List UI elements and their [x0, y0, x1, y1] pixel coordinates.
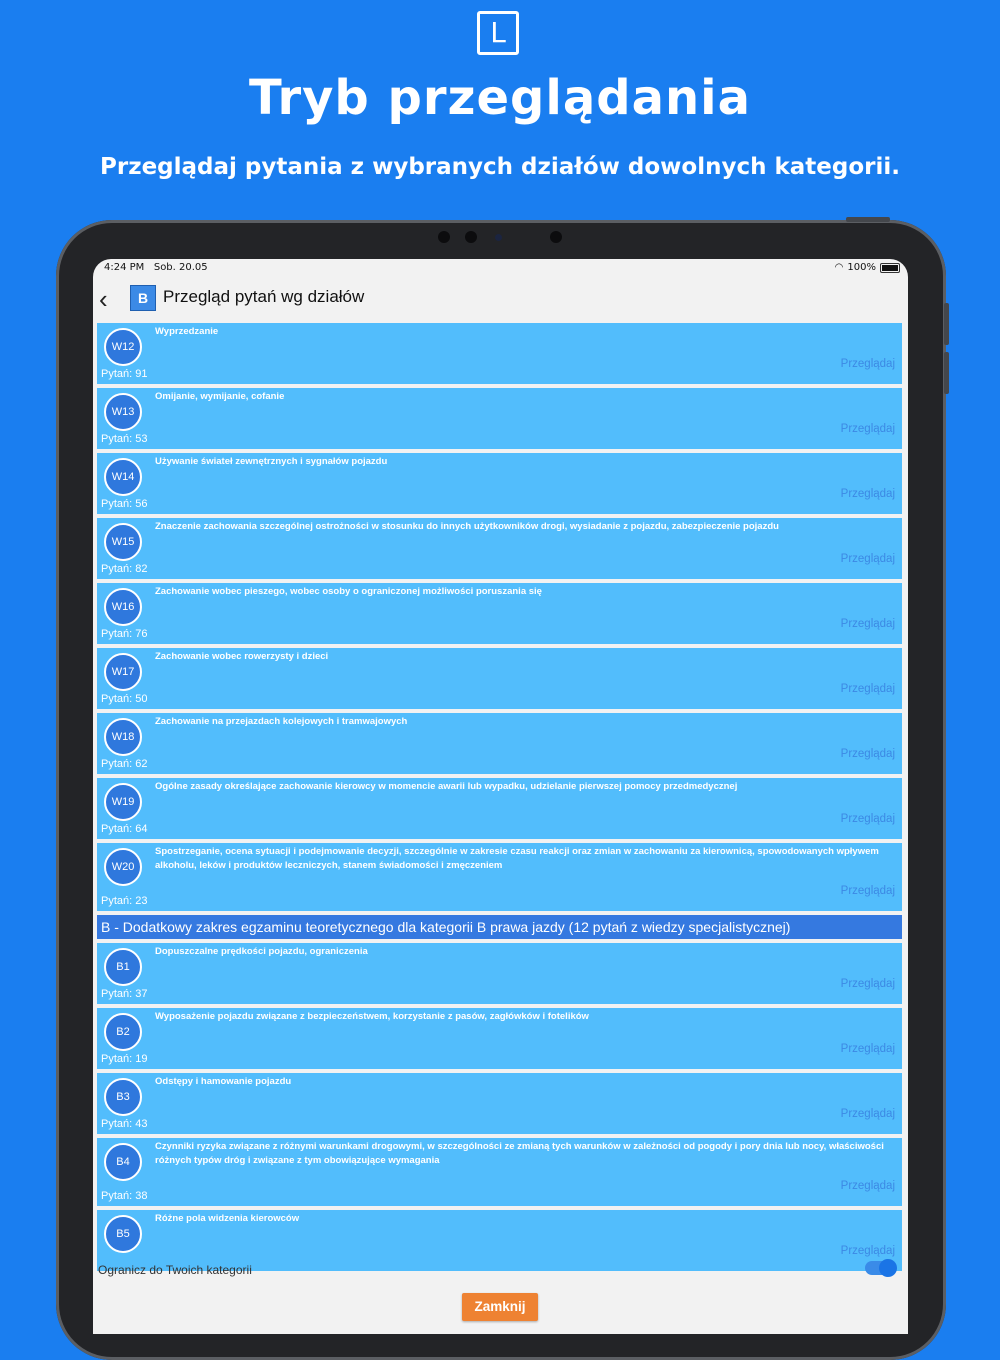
- list-item[interactable]: [97, 1008, 902, 1069]
- section-title: Zachowanie wobec pieszego, wobec osoby o ograniczonej możliwości poruszania się: [155, 586, 542, 597]
- list-item[interactable]: [97, 583, 902, 644]
- browse-button[interactable]: Przeglądaj: [840, 1043, 895, 1055]
- section-code-badge: B4: [104, 1143, 142, 1181]
- status-right: [835, 262, 900, 273]
- section-code-badge: B3: [104, 1078, 142, 1116]
- section-title: Dopuszczalne prędkości pojazdu, ograniczenia: [155, 946, 368, 957]
- section-code-badge: W18: [104, 718, 142, 756]
- question-count: Pytań: 56: [101, 498, 148, 510]
- section-title: Odstępy i hamowanie pojazdu: [155, 1076, 292, 1087]
- wifi-icon: ◠: [834, 262, 844, 273]
- limit-toggle[interactable]: [865, 1261, 895, 1275]
- section-code-badge: W12: [104, 328, 142, 366]
- list-item[interactable]: [97, 323, 902, 384]
- camera-dot: [465, 231, 477, 243]
- section-code-badge: B2: [104, 1013, 142, 1051]
- browse-button[interactable]: Przeglądaj: [840, 683, 895, 695]
- browse-button[interactable]: Przeglądaj: [840, 885, 895, 897]
- promo-headline: Tryb przeglądania: [249, 70, 751, 126]
- battery-percent: 100%: [847, 262, 876, 273]
- list-item[interactable]: [97, 778, 902, 839]
- section-code-badge: B1: [104, 948, 142, 986]
- question-count: Pytań: 19: [101, 1053, 148, 1065]
- question-count: Pytań: 76: [101, 628, 148, 640]
- question-count: Pytań: 50: [101, 693, 148, 705]
- section-title: Używanie świateł zewnętrznych i sygnałów pojazdu: [155, 456, 388, 467]
- battery-icon: [880, 263, 900, 273]
- browse-button[interactable]: Przeglądaj: [840, 978, 895, 990]
- app-screen: [93, 259, 908, 1334]
- browse-button[interactable]: Przeglądaj: [840, 618, 895, 630]
- status-bar: [93, 259, 908, 277]
- limit-label: Ogranicz do Twoich kategorii: [98, 1263, 252, 1277]
- chevron-left-icon[interactable]: ‹: [99, 284, 108, 314]
- question-count: Pytań: 62: [101, 758, 148, 770]
- section-code-badge: W14: [104, 458, 142, 496]
- camera-dot: [438, 231, 450, 243]
- volume-up-button: [944, 303, 949, 345]
- question-count: Pytań: 82: [101, 563, 148, 575]
- section-code-badge: W16: [104, 588, 142, 626]
- list-item[interactable]: [97, 843, 902, 911]
- section-title: Zachowanie na przejazdach kolejowych i tramwajowych: [155, 716, 408, 727]
- app-logo: L: [477, 11, 519, 55]
- list-item[interactable]: [97, 453, 902, 514]
- question-count: Pytań: 37: [101, 988, 148, 1000]
- list-item[interactable]: [97, 1138, 902, 1206]
- camera-dot: [550, 231, 562, 243]
- list-item[interactable]: [97, 943, 902, 1004]
- section-title: Zachowanie wobec rowerzysty i dzieci: [155, 651, 329, 662]
- list-item[interactable]: [97, 648, 902, 709]
- section-code-badge: B5: [104, 1215, 142, 1253]
- volume-down-button: [944, 352, 949, 394]
- list-item[interactable]: [97, 1073, 902, 1134]
- list-item[interactable]: [97, 388, 902, 449]
- browse-button[interactable]: Przeglądaj: [840, 813, 895, 825]
- section-title: Różne pola widzenia kierowców: [155, 1213, 300, 1224]
- section-title: Omijanie, wymijanie, cofanie: [155, 391, 285, 402]
- question-count: Pytań: 43: [101, 1118, 148, 1130]
- list-item[interactable]: [97, 1210, 902, 1271]
- browse-button[interactable]: Przeglądaj: [840, 1108, 895, 1120]
- question-count: Pytań: 91: [101, 368, 148, 380]
- promo-subline: Przeglądaj pytania z wybranych działów dowolnych kategorii.: [100, 154, 900, 180]
- toggle-knob: [879, 1259, 897, 1277]
- section-title: Ogólne zasady określające zachowanie kierowcy w momencie awarii lub wypadku, udzielanie pierwszej pomocy przedmedycznej: [155, 781, 738, 792]
- browse-button[interactable]: Przeglądaj: [840, 1180, 895, 1192]
- question-count: Pytań: 23: [101, 895, 148, 907]
- browse-button[interactable]: Przeglądaj: [840, 358, 895, 370]
- browse-button[interactable]: Przeglądaj: [840, 553, 895, 565]
- section-code-badge: W17: [104, 653, 142, 691]
- section-title: Znaczenie zachowania szczególnej ostrożności w stosunku do innych użytkowników drogi, wysiadanie z pojazdu, zabezpieczenie pojazdu: [155, 521, 779, 532]
- section-code-badge: W15: [104, 523, 142, 561]
- section-title: Spostrzeganie, ocena sytuacji i podejmowanie decyzji, szczególnie w zakresie czasu reakcji oraz zmian w zachowaniu za kierownicą, spowodowanych wpływem alkoholu, leków i produktów leczniczych, stanem świadomości i zmęczeniem: [155, 846, 879, 871]
- section-title: Czynniki ryzyka związane z różnymi warunkami drogowymi, w szczególności ze zmianą tych warunków w zależności od pogody i pory dnia lub nocy, właściwości różnych typów dróg i związane z tym obowiązujące wymagania: [155, 1141, 884, 1166]
- question-count: Pytań: 64: [101, 823, 148, 835]
- close-button[interactable]: Zamknij: [462, 1293, 538, 1321]
- browse-button[interactable]: Przeglądaj: [840, 1245, 895, 1257]
- question-count: Pytań: 53: [101, 433, 148, 445]
- category-section-header: B - Dodatkowy zakres egzaminu teoretycznego dla kategorii B prawa jazdy (12 pytań z wiedzy specjalistycznej): [97, 915, 902, 939]
- browse-button[interactable]: Przeglądaj: [840, 488, 895, 500]
- tablet-top-button: [846, 217, 890, 222]
- camera-dot: [495, 234, 502, 241]
- section-code-badge: W19: [104, 783, 142, 821]
- section-title: Wyposażenie pojazdu związane z bezpieczeństwem, korzystanie z pasów, zagłówków i fotelików: [155, 1011, 589, 1022]
- section-title: Wyprzedzanie: [155, 326, 219, 337]
- list-item[interactable]: [97, 713, 902, 774]
- section-code-badge: W13: [104, 393, 142, 431]
- browse-button[interactable]: Przeglądaj: [840, 423, 895, 435]
- page-title: Przegląd pytań wg działów: [163, 287, 365, 306]
- list-item[interactable]: [97, 518, 902, 579]
- section-code-badge: W20: [104, 848, 142, 886]
- status-time: 4:24 PM Sob. 20.05: [104, 262, 208, 273]
- category-badge: B: [130, 285, 156, 311]
- browse-button[interactable]: Przeglądaj: [840, 748, 895, 760]
- question-count: Pytań: 38: [101, 1190, 148, 1202]
- section-list[interactable]: [97, 323, 902, 1257]
